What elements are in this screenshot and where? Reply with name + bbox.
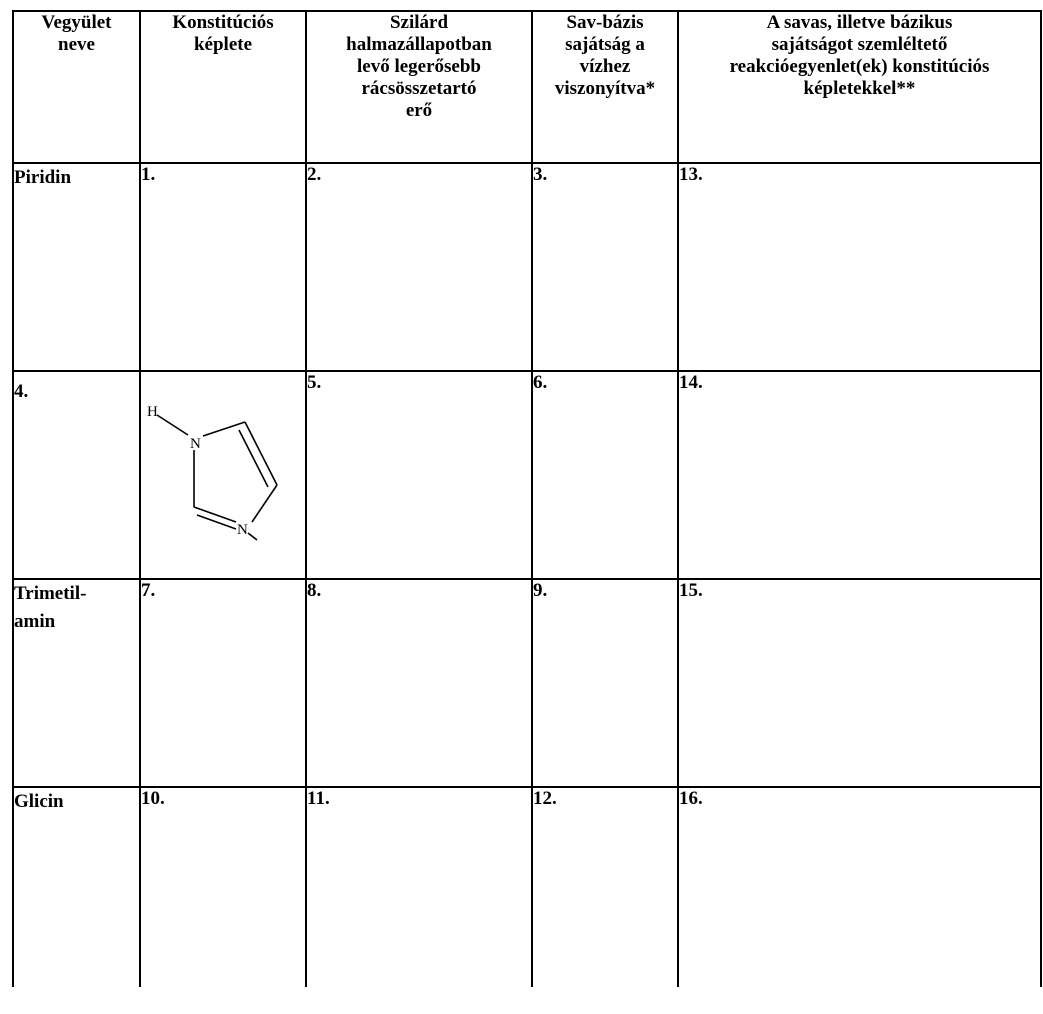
hydrogen-label: H: [147, 404, 158, 420]
answer-cell[interactable]: 15.: [678, 579, 1041, 787]
header-reaction-equations: A savas, illetve bázikus sajátságot szemléltető reakcióegyenlet(ek) konstitúciós képletekkel**: [678, 11, 1041, 163]
header-compound-name: Vegyület neve: [13, 11, 140, 163]
header-acid-base: Sav-bázis sajátság a vízhez viszonyítva*: [532, 11, 678, 163]
header-lattice-force: Szilárd halmazállapotban levő legerősebb rácsösszetartó erő: [306, 11, 532, 163]
structure-cell: [140, 371, 306, 579]
answer-cell[interactable]: 16.: [678, 787, 1041, 987]
answer-cell[interactable]: 12.: [532, 787, 678, 987]
answer-cell[interactable]: 11.: [306, 787, 532, 987]
answer-cell[interactable]: 3.: [532, 163, 678, 371]
answer-cell[interactable]: 2.: [306, 163, 532, 371]
answer-cell[interactable]: 6.: [532, 371, 678, 579]
nitrogen-label: N: [237, 522, 248, 538]
compound-name[interactable]: 4.: [13, 371, 140, 579]
table-row: [13, 371, 1041, 579]
imidazole-structure: [141, 372, 305, 578]
table-row: [13, 163, 1041, 371]
header-structural-formula: Konstitúciós képlete: [140, 11, 306, 163]
worksheet-table: [12, 10, 1042, 987]
answer-cell[interactable]: 13.: [678, 163, 1041, 371]
table-row: [13, 787, 1041, 987]
answer-cell[interactable]: 14.: [678, 371, 1041, 579]
answer-cell[interactable]: 9.: [532, 579, 678, 787]
nitrogen-label: N: [190, 436, 201, 452]
compound-name: Piridin: [13, 163, 140, 371]
compound-name: Glicin: [13, 787, 140, 987]
header-row: [13, 11, 1041, 163]
compound-name: Trimetil- amin: [13, 579, 140, 787]
answer-cell[interactable]: 7.: [140, 579, 306, 787]
answer-cell[interactable]: 10.: [140, 787, 306, 987]
answer-cell[interactable]: 8.: [306, 579, 532, 787]
answer-cell[interactable]: 1.: [140, 163, 306, 371]
answer-cell[interactable]: 5.: [306, 371, 532, 579]
table-row: [13, 579, 1041, 787]
